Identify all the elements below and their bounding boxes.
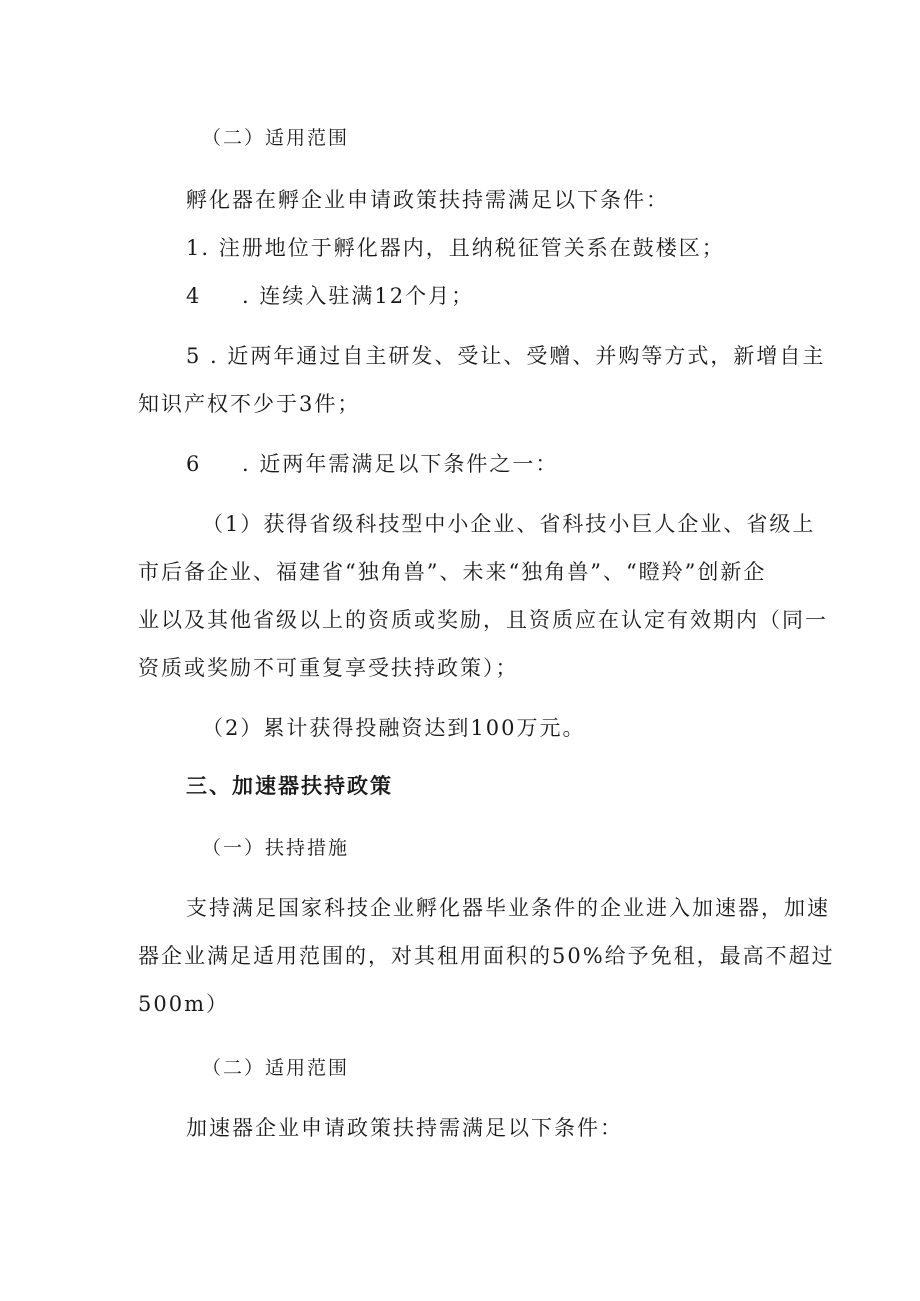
item-1: 1. 注册地位于孵化器内，且纳税征管关系在鼓楼区； (186, 236, 725, 260)
measures-line-2: 器企业满足适用范围的，对其租用面积的50%给予免租，最高不超过 (138, 944, 835, 968)
sub-condition-1-line-4: 资质或奖励不可重复享受扶持政策）； (138, 656, 519, 680)
measures-title: （一）扶持措施 (202, 837, 350, 859)
item-4-number: 4 (186, 284, 202, 308)
item-6-number: 6 (186, 452, 202, 476)
incubator-intro: 孵化器在孵企业申请政策扶持需满足以下条件： (186, 188, 669, 212)
measures-line-3: 500m） (138, 992, 229, 1016)
section-scope-title: （二）适用范围 (202, 127, 350, 149)
section-three-heading: 三、加速器扶持政策 (186, 774, 393, 798)
item-5-line-1: 5 . 近两年通过自主研发、受让、受赠、并购等方式，新增自主 (186, 344, 826, 368)
item-6-text: . 近两年需满足以下条件之一： (242, 452, 559, 476)
sub-condition-1-line-2: 市后备企业、福建省“独角兽”、未来“独角兽”、“瞪羚”创新企 (138, 560, 767, 584)
item-5-line-2: 知识产权不少于3件； (138, 392, 361, 416)
accelerator-scope-title: （二）适用范围 (202, 1057, 350, 1079)
accelerator-intro: 加速器企业申请政策扶持需满足以下条件： (186, 1116, 623, 1140)
item-6 (186, 450, 558, 478)
item-4 (186, 282, 474, 310)
sub-condition-1-line-3: 业以及其他省级以上的资质或奖励，且资质应在认定有效期内（同一 (138, 608, 828, 632)
sub-condition-2: （2）累计获得投融资达到100万元。 (202, 716, 586, 740)
sub-condition-1-line-1: （1）获得省级科技型中小企业、省科技小巨人企业、省级上 (202, 512, 816, 536)
measures-line-1: 支持满足国家科技企业孵化器毕业条件的企业进入加速器，加速 (186, 896, 830, 920)
item-4-text: . 连续入驻满12个月； (242, 284, 475, 308)
